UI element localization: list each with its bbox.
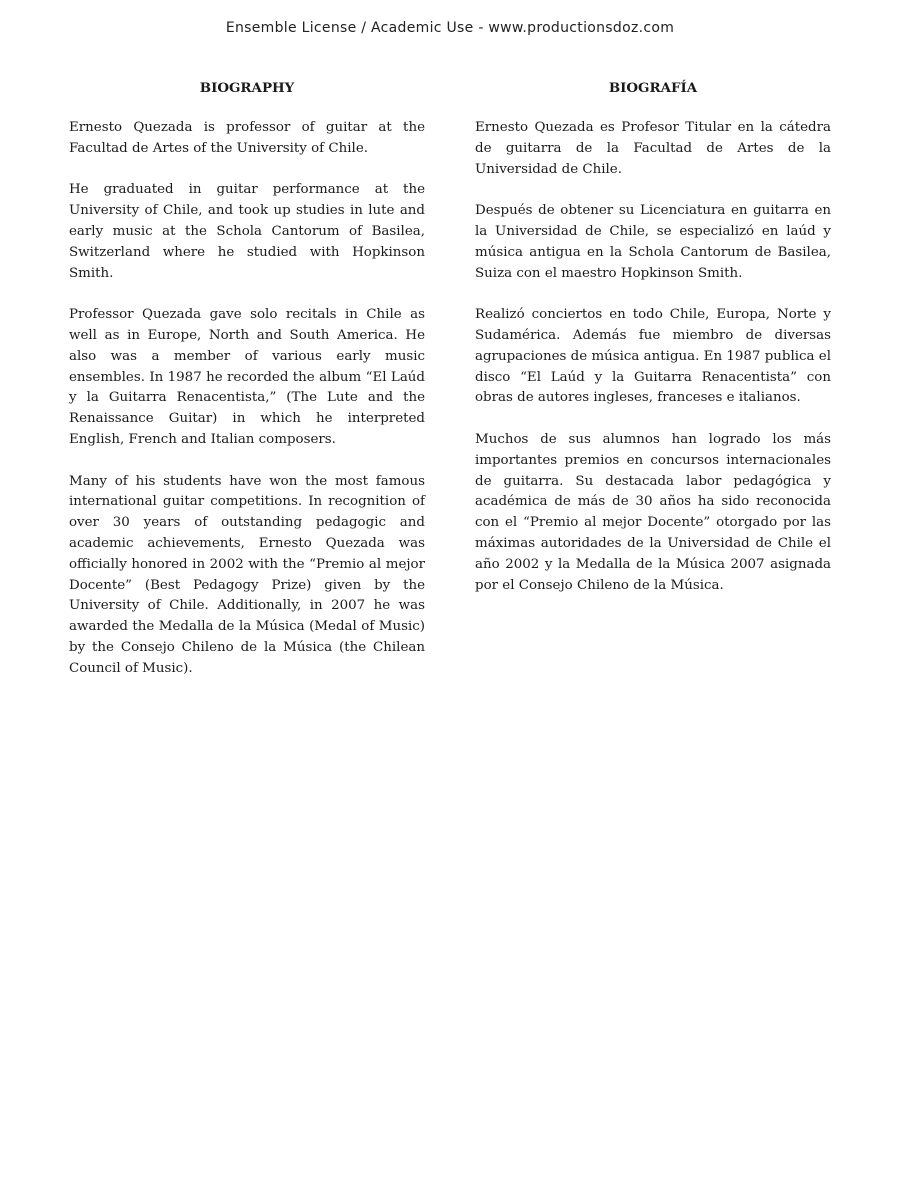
spanish-paragraph: Realizó conciertos en todo Chile, Europa, Norte y Sudamérica. Además fue miembro de diversas agrupaciones de música antigua. En 1987 publica el disco “El Laúd y la Guitarra Renacentista” con obras de autores ingleses, franceses e italianos. [475,307,831,406]
english-paragraph: Ernesto Quezada is professor of guitar at the Facultad de Artes of the University of Chile. [69,120,425,156]
spanish-biography-column [475,78,831,617]
english-paragraph: Many of his students have won the most famous international guitar competitions. In recognition of over 30 years of outstanding pedagogic and academic achievements, Ernesto Quezada was officially honored in 2002 with the “Premio al mejor Docente” (Best Pedagogy Prize) given by the University of Chile. Additionally, in 2007 he was awarded the Medalla de la Música (Medal of Music) by the Consejo Chileno de la Música (the Chilean Council of Music). [69,473,425,676]
spanish-paragraph: Después de obtener su Licenciatura en guitarra en la Universidad de Chile, se especializó en laúd y música antigua en la Schola Cantorum de Basilea, Suiza con el maestro Hopkinson Smith. [475,203,831,281]
license-header: Ensemble License / Academic Use - www.productionsdoz.com [225,20,675,36]
spanish-paragraph: Muchos de sus alumnos han logrado los más importantes premios en concursos internacionales de guitarra. Su destacada labor pedagógica y académica de más de 30 años ha sido reconocida con el “Premio al mejor Docente” otorgado por las máximas autoridades de la Universidad de Chile el año 2002 y la Medalla de la Música 2007 asignada por el Consejo Chileno de la Música. [475,431,831,593]
english-paragraph: He graduated in guitar performance at the University of Chile, and took up studies in lute and early music at the Schola Cantorum of Basilea, Switzerland where he studied with Hopkinson Smith. [69,182,425,281]
english-paragraph: Professor Quezada gave solo recitals in Chile as well as in Europe, North and South America. He also was a member of various early music ensembles. In 1987 he recorded the album “El Laúd y la Guitarra Renacentista,” (The Lute and the Renaissance Guitar) in which he interpreted English, French and Italian composers. [69,307,425,447]
english-biography-column [69,78,425,700]
spanish-paragraph: Ernesto Quezada es Profesor Titular en la cátedra de guitarra de la Facultad de Artes de la Universidad de Chile. [475,120,831,177]
english-biography-title: BIOGRAPHY [199,80,295,96]
spanish-biography-title: BIOGRAFÍA [608,80,698,96]
